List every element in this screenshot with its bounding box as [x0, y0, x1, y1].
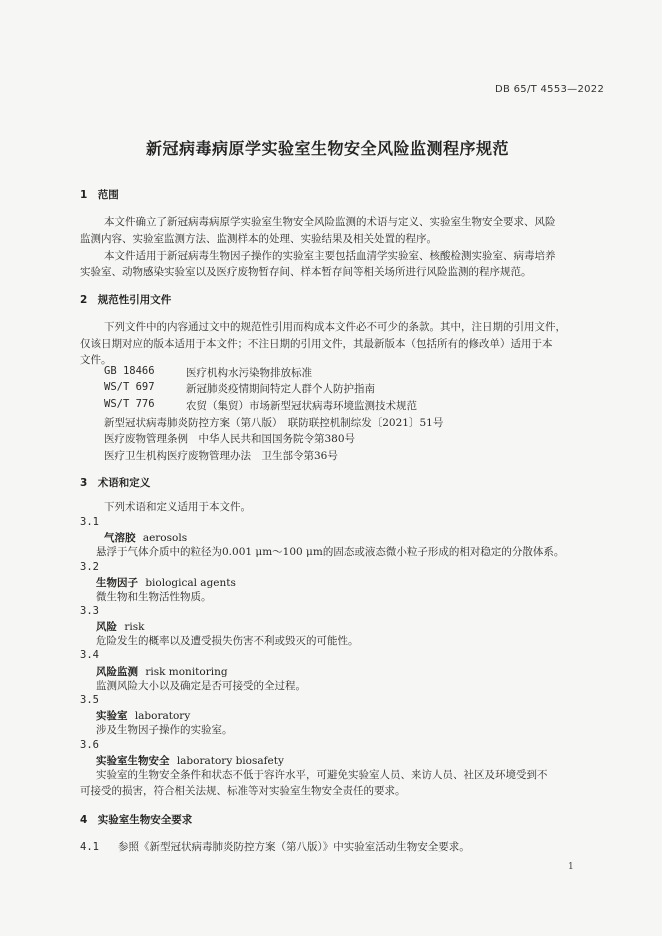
reference-code: GB 18466	[104, 365, 155, 377]
section-heading-normative-references: 2 规范性引用文件	[80, 294, 172, 306]
term-heading	[96, 575, 236, 590]
page-number: 1	[568, 862, 574, 872]
term-number: 3.4	[80, 649, 99, 661]
term-heading	[96, 753, 284, 768]
term-definition: 悬浮于气体介质中的粒径为0.001 μm～100 μm的固态或液态微小粒子形成的相对稳定的分散体系。	[96, 546, 565, 558]
term-number: 3.5	[80, 694, 99, 706]
term-zh: 风险监测	[96, 666, 138, 678]
term-zh: 实验室生物安全	[96, 755, 170, 767]
refs-para-line1: 下列文件中的内容通过文中的规范性引用而构成本文件必不可少的条款。其中，注日期的引用文件，	[104, 321, 566, 333]
term-en: risk monitoring	[145, 666, 228, 678]
term-definition-continued: 可接受的损害，符合相关法规、标准等对实验室生物安全责任的要求。	[80, 785, 406, 797]
term-definition: 监测风险大小以及确定是否可接受的全过程。	[96, 680, 306, 692]
section-heading-scope: 1 范围	[80, 189, 119, 201]
term-zh: 风险	[96, 621, 117, 633]
term-definition: 实验室的生物安全条件和状态不低于容许水平，可避免实验室人员、来访人员、社区及环境受到不	[96, 769, 548, 781]
scope-para1-line2: 监测内容、实验室监测方法、监测样本的处理、实验结果及相关处置的程序。	[80, 233, 437, 245]
document-number: DB 65/T 4553—2022	[495, 84, 605, 95]
reference-title: 医疗机构水污染物排放标准	[186, 367, 312, 379]
terms-intro: 下列术语和定义适用于本文件。	[104, 501, 251, 513]
term-zh: 实验室	[96, 710, 128, 722]
term-en: laboratory biosafety	[176, 755, 284, 767]
term-heading	[96, 619, 144, 634]
section-heading-biosafety-requirements: 4 实验室生物安全要求	[80, 814, 193, 826]
reference-code: WS/T 697	[104, 381, 155, 393]
term-definition: 危险发生的概率以及遭受损失伤害不利或毁灭的可能性。	[96, 635, 359, 647]
reference-extra: 医疗废物管理条例 中华人民共和国国务院令第380号	[104, 433, 356, 445]
term-number: 3.6	[80, 739, 99, 751]
reference-extra: 医疗卫生机构医疗废物管理办法 卫生部令第36号	[104, 450, 338, 462]
term-en: biological agents	[145, 577, 236, 589]
refs-para-line2: 仅该日期对应的版本适用于本文件；不注日期的引用文件，其最新版本（包括所有的修改单）适用于本	[80, 338, 553, 350]
term-heading	[104, 530, 187, 545]
page-title: 新冠病毒病原学实验室生物安全风险监测程序规范	[146, 139, 510, 158]
term-definition: 微生物和生物活性物质。	[96, 591, 212, 603]
scope-para1-line1: 本文件确立了新冠病毒病原学实验室生物安全风险监测的术语与定义、实验室生物安全要求、风险	[104, 216, 556, 228]
reference-title: 农贸（集贸）市场新型冠状病毒环境监测技术规范	[186, 400, 417, 412]
term-en: risk	[124, 621, 145, 633]
reference-extra: 新型冠状病毒肺炎防控方案（第八版） 联防联控机制综发〔2021〕51号	[104, 417, 444, 429]
term-en: aerosols	[142, 532, 188, 544]
term-zh: 生物因子	[96, 577, 138, 589]
reference-code: WS/T 776	[104, 398, 155, 410]
term-number: 3.1	[80, 516, 99, 528]
subsection-number: 4.1	[80, 841, 99, 853]
subsection-text: 参照《新型冠状病毒肺炎防控方案（第八版）》中实验室活动生物安全要求。	[118, 841, 470, 853]
term-number: 3.3	[80, 605, 99, 617]
term-heading	[96, 664, 228, 679]
scope-para2-line2: 实验室、动物感染实验室以及医疗废物暂存间、样本暂存间等相关场所进行风险监测的程序规范。	[80, 266, 532, 278]
reference-title: 新冠肺炎疫情期间特定人群个人防护指南	[186, 383, 375, 395]
refs-para-line3: 文件。	[80, 354, 112, 366]
scope-para2-line1: 本文件适用于新冠病毒生物因子操作的实验室主要包括血清学实验室、核酸检测实验室、病毒培养	[104, 250, 556, 262]
term-definition: 涉及生物因子操作的实验室。	[96, 724, 233, 736]
term-zh: 气溶胶	[104, 532, 136, 544]
term-number: 3.2	[80, 561, 99, 573]
term-heading	[96, 708, 190, 723]
term-en: laboratory	[134, 710, 191, 722]
section-heading-terms: 3 术语和定义	[80, 477, 151, 489]
